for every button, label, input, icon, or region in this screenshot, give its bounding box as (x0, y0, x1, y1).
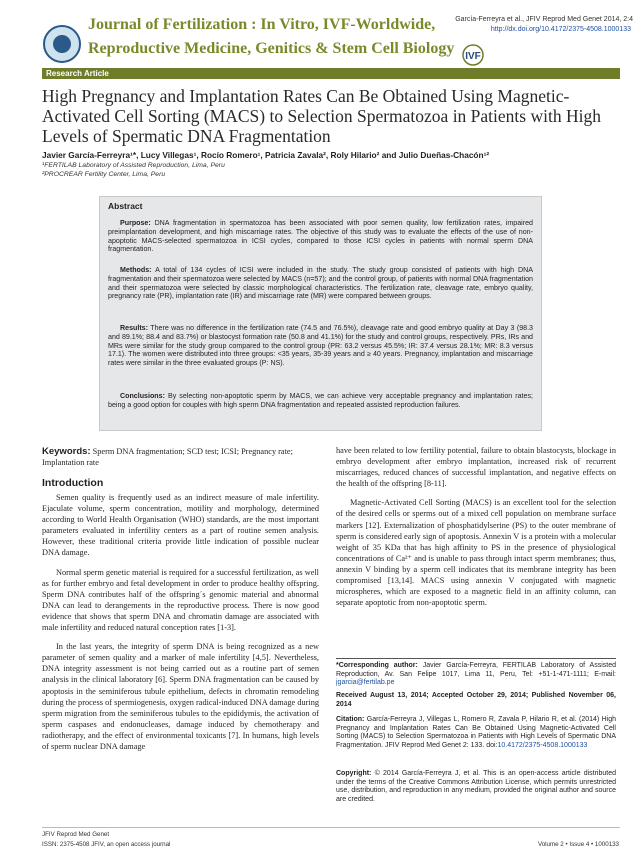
abstract-purpose: Purpose: DNA fragmentation in spermatozoa has been associated with poor semen quality, low fertilization rates, impaired preimplantation development, and high miscarriage rates. The objective of this study was to evaluate the effects of the use of non-apoptotic MACS-selected spermatozoa in ICSI cycles, compared to those ICSI cycles in patients with normal sperm DNA fragmentation. (108, 219, 533, 254)
affiliation-2: ²PROCREAR Fertility Center, Lima, Peru (42, 171, 166, 178)
footer-volume: Volume 2 • Issue 4 • 1000133 (537, 841, 619, 848)
header-doi-link[interactable]: http://dx.doi.org/10.4172/2375-4508.1000133 (490, 26, 631, 33)
copyright-note: Copyright: © 2014 García-Ferreyra J, et al. This is an open-access article distributed under the terms of the Creative Commons Attribution License, which permits unrestricted use, distribution, and reproduction in any medium, provided the original author and source are credited. (336, 770, 616, 803)
column-left (42, 492, 319, 760)
article-type-banner (42, 68, 620, 79)
paragraph: Semen quality is frequently used as an indirect measure of male infertility. Ejaculate volume, sperm concentration, motility and morphology, determined according to World Health Organisation (WHO) standards, are the most important parameters evaluated in infertility centers as a part of routine semen analysis. However, these traditional criteria provide little indication of possible nuclear DNA damage. (42, 493, 319, 558)
paragraph: have been related to low fertility potential, failure to obtain blastocysts, blockage in embryo development after embryo implantation, increased risk of recurrent miscarriages, reduced chances of successful implantation, and negative effects on the health of the offspring [8-11]. (336, 446, 616, 489)
journal-logo-icon (43, 25, 81, 63)
keywords: Keywords: Sperm DNA fragmentation; SCD test; ICSI; Pregnancy rate; Implantation rate (42, 446, 293, 467)
footer-divider (42, 827, 620, 828)
journal-title-line1: Journal of Fertilization : In Vitro, IVF-Worldwide, (88, 16, 436, 33)
corresponding-author-note: *Corresponding author: Javier García-Ferreyra, FERTILAB Laboratory of Assisted Reproduction, Av. San Felipe 1017, Lima 11, Peru, Tel: +51-1-471-1111; E-mail: jgarcia@fertilab.pe (336, 662, 616, 687)
ivf-logo-text: IVF (465, 51, 481, 62)
paragraph: Magnetic-Activated Cell Sorting (MACS) is an excellent tool for the selection of the desired cells or sperms out of a mixed cell population on membrane surface markers [12]. Externalization of phosphatidylserine (PS) to the outer membrane of sperm is considered early sign of apoptosis. Annexin V is a protein with a molecular weight of 35 KDa that has high affinity to PS in the presence of physiological concentrations of Ca²⁺ and is unable to pass through intact sperm membranes; thus, annexin V binding by a sperm cell indicates that its membrane integrity has been compromised [13,14]. MACS using annexin V conjugated with magnetic microspheres, which are exposed to a magnetic field in an affinity column, can separate apoptotic from non-apoptotic sperm. (336, 498, 616, 608)
footer-issn: ISSN: 2375-4508 JFIV, an open access journal (42, 841, 171, 848)
abstract-results: Results: There was no difference in the fertilization rate (74.5 and 76.5%), cleavage rate and good embryo quality at Day 3 (98.3 and 89.1%; 88.4 and 83.7%) or blastocyst formation rate (50.8 and 41.1%) for the study and control groups, respectively. PRs, IRs and MRs were similar for the study group compared to the control group (PR: 63.2 versus 45.5%; IR: 37.4 versus 28.1%; MR: 8.3 versus 17.1). The women were distributed into three groups: <35 years, 35-39 years and ≥ 40 years. Pregnancy, implantation and miscarriage rates were similar in the three evaluated groups (P: NS). (108, 324, 534, 368)
abstract-heading: Abstract (108, 201, 143, 211)
journal-title-line2: Reproductive Medicine, Genitics & Stem Cell Biology (88, 40, 455, 57)
paragraph: Normal sperm genetic material is required for a successful fertilization, as well as for further embryo and fetal development in order to produce healthy offspring. Sperm DNA contributes half of the offspring´s genomic material and abnormal DNA can lead to derangements in the reproductive process. There is now good evidence that shows that sperm DNA and chromatin damage are associated with male infertility and reduced natural conception rates [1-3]. (42, 567, 319, 633)
methods-label: Methods: (120, 266, 152, 274)
abstract-conclusions: Conclusions: By selecting non-apoptotic sperm by MACS, we can achieve very acceptable pregnancy and implantation rates; being a good option for couples with high sperm DNA fragmentation and repeated assisted reproduction failures. (108, 392, 533, 409)
abstract-methods: Methods: A total of 134 cycles of ICSI were included in the study. The study group consisted of patients with high DNA fragmentation and their spermatozoa were selected by MACS (n=57); and the control group, of patients with normal DNA fragmentation and their spermatozoa were selected by classic morphological characteristics. The fertilization rate, cleavage rate, embryo quality, pregnancy rate (PR), implantation rate (IR) and miscarriage rate (MR) were compared between groups. (108, 266, 533, 301)
citation-note: Citation: García-Ferreyra J, Villegas L, Romero R, Zavala P, Hilario R, et al. (2014) High Pregnancy and Implantation Rates Can Be Obtained Using Magnetic-Activated Cell Sorting (MACS) to Selection Spermatozoa in Patients with High Levels of Spermatic DNA Fragmentation. JFIV Reprod Med Genet 2: 133. doi:10.4172/2375-4508.1000133 (336, 716, 617, 749)
author-list: Javier García-Ferreyra¹*, Lucy Villegas¹, Rocío Romero¹, Patricia Zavala², Roly Hilario² and Julio Dueñas-Chacón¹² (42, 150, 490, 160)
notes-divider (336, 658, 616, 659)
email-link[interactable]: jgarcia@fertilab.pe (336, 679, 395, 687)
keywords-label: Keywords: (42, 446, 91, 457)
results-label: Results: (120, 324, 148, 332)
publication-dates: Received August 13, 2014; Accepted October 29, 2014; Published November 06, 2014 (336, 692, 616, 708)
article-type-label: Research Article (46, 69, 109, 78)
ivf-logo-icon (457, 44, 489, 66)
article-title: High Pregnancy and Implantation Rates Can Be Obtained Using Magnetic-Activated Cell Sorting (MACS) to Selection Spermatozoa in Patients with High Levels of Spermatic DNA Fragmentation (42, 86, 601, 146)
header-citation: García-Ferreyra et al., JFIV Reprod Med Genet 2014, 2:4 (455, 16, 633, 23)
paragraph: In the last years, the integrity of sperm DNA is being recognized as a new parameter of semen quality and a marker of male infertility [4,5]. Nevertheless, DNA integrity assessment is not being carried out as a routine part of semen analysis in the clinical laboratory [6]. Sperm DNA fragmentation can be caused by apoptosis in the seminiferous tubule epithelium, defects in chromatin remodeling during the process of spermiogenesis, oxygen radical-induced DNA damage during sperm migration from the seminiferous tubules to the epididymis, the activation of sperm caspases and endonucleases, damage induced by chemotherapy and radiotherapy, and the effect of environmental toxicants [7]. In humans, high levels of sperm nuclear DNA damage (42, 642, 319, 751)
citation-doi-link[interactable]: 10.4172/2375-4508.1000133 (497, 741, 588, 749)
purpose-label: Purpose: (120, 219, 151, 227)
column-right (336, 445, 616, 616)
affiliation-1: ¹FERTILAB Laboratory of Assisted Reproduction, Lima, Peru (42, 162, 225, 169)
conclusions-label: Conclusions: (120, 392, 165, 400)
introduction-heading: Introduction (42, 477, 104, 489)
footer-journal: JFIV Reprod Med Genet (42, 831, 110, 838)
